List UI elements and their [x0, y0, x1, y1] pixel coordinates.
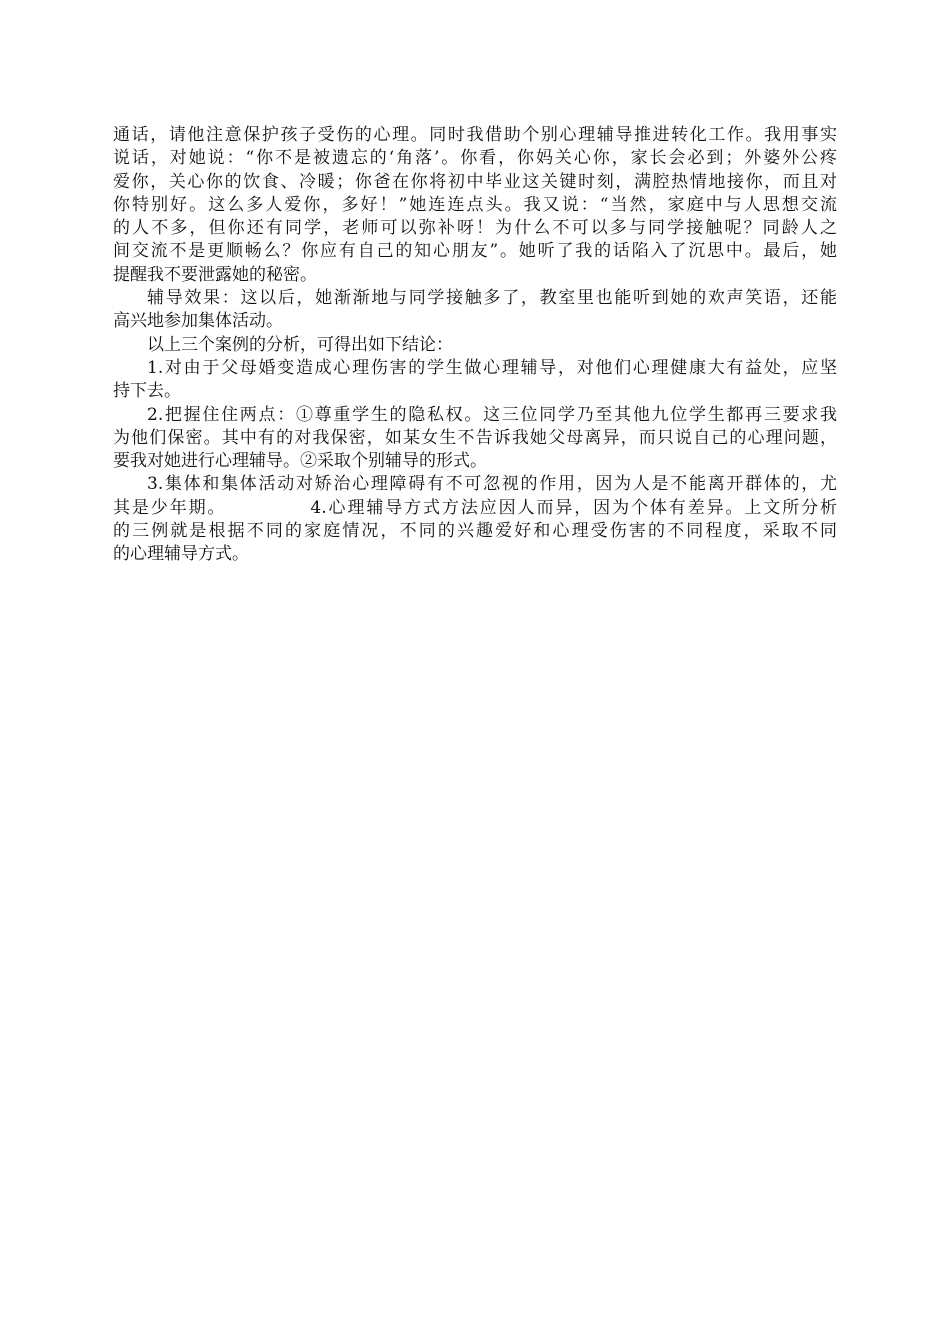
text-line: 的三例就是根据不同的家庭情况，不同的兴趣爱好和心理受伤害的不同程度，采取不同 — [113, 521, 837, 542]
text-line: 1.对由于父母婚变造成心理伤害的学生做心理辅导，对他们心理健康大有益处，应坚 — [147, 357, 837, 378]
text-line: 提醒我不要泄露她的秘密。 — [113, 264, 317, 285]
text-line: 辅导效果：这以后，她渐渐地与同学接触多了，教室里也能听到她的欢声笑语，还能 — [147, 288, 837, 309]
text-line: 高兴地参加集体活动。 — [113, 311, 283, 332]
paragraph-conversation — [113, 124, 837, 287]
paragraph-effect — [113, 287, 837, 334]
document-body — [113, 124, 837, 567]
text-line: 2.把握住住两点：①尊重学生的隐私权。这三位同学乃至其他九位学生都再三要求我 — [147, 404, 837, 425]
text-line: 间交流不是更顺畅么？你应有自己的知心朋友”。她听了我的话陷入了沉思中。最后，她 — [113, 241, 837, 262]
text-line: 为他们保密。其中有的对我保密，如某女生不告诉我她父母离异，而只说自己的心理问题， — [113, 427, 837, 448]
text-line: 的心理辅导方式。 — [113, 544, 249, 565]
text-line: 说话，对她说：“你不是被遗忘的‘角落’。你看，你妈关心你，家长会必到；外婆外公疼 — [113, 148, 837, 169]
text-line — [113, 497, 837, 520]
text-line: 持下去。 — [113, 381, 181, 402]
text-fragment: 其是少年期。 — [113, 497, 227, 518]
paragraph-point-1 — [113, 357, 837, 404]
paragraph-point-3-4 — [113, 473, 837, 566]
text-line: 要我对她进行心理辅导。②采取个别辅导的形式。 — [113, 451, 487, 472]
text-line: 的人不多，但你还有同学，老师可以弥补呀！为什么不可以多与同学接触呢？同龄人之 — [113, 218, 837, 239]
paragraph-conclusion-intro — [113, 334, 837, 357]
text-line: 通话，请他注意保护孩子受伤的心理。同时我借助个别心理辅导推进转化工作。我用事实 — [113, 125, 837, 145]
text-line: 你特别好。这么多人爱你，多好！”她连连点头。我又说：“当然，家庭中与人思想交流 — [113, 194, 837, 215]
text-fragment: 4.心理辅导方式方法应因人而异，因为个体有差异。上文所分析 — [310, 497, 838, 518]
text-line: 以上三个案例的分析，可得出如下结论： — [147, 334, 453, 355]
text-line: 3.集体和集体活动对矫治心理障碍有不可忽视的作用，因为人是不能离开群体的，尤 — [147, 474, 837, 495]
text-line: 爱你，关心你的饮食、冷暖；你爸在你将初中毕业这关键时刻，满腔热情地接你，而且对 — [113, 171, 837, 192]
paragraph-point-2 — [113, 404, 837, 474]
